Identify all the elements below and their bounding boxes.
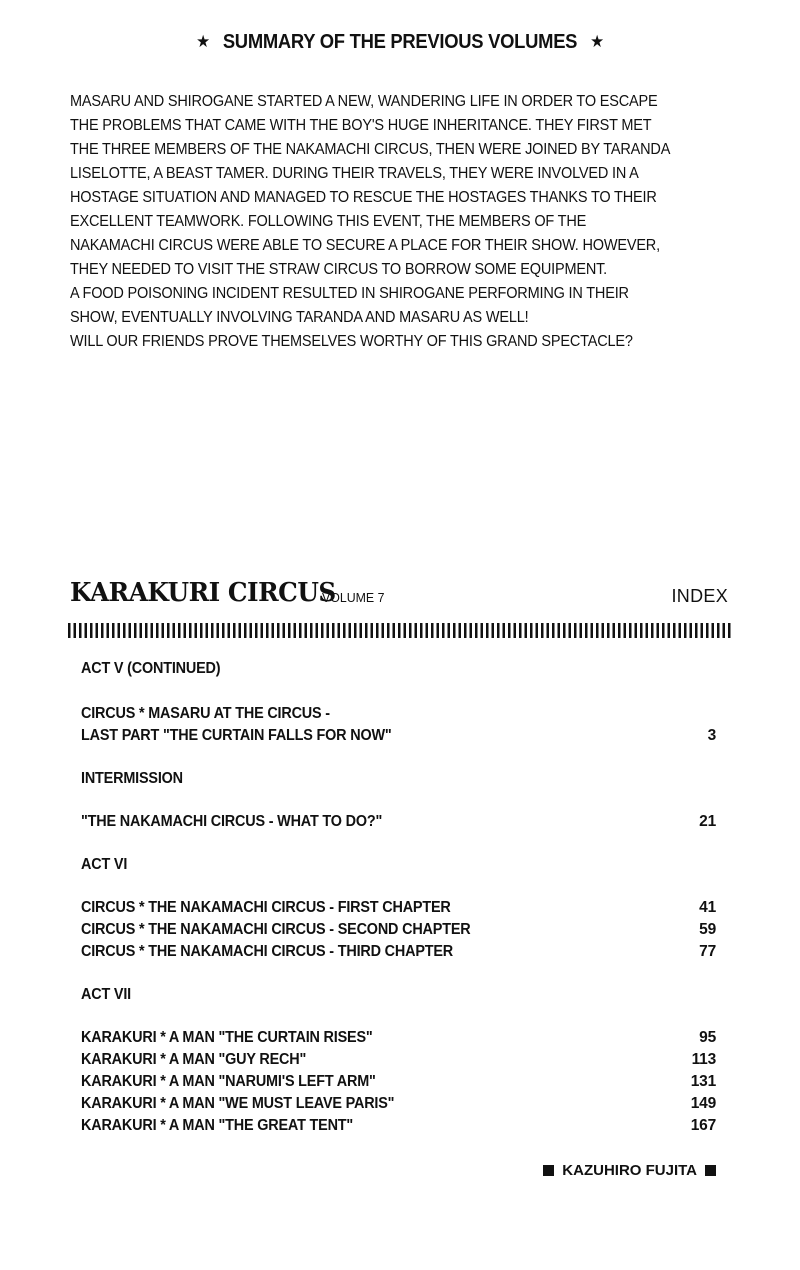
toc-entry: "THE NAKAMACHI CIRCUS - WHAT TO DO?" 21 (81, 813, 716, 830)
summary-line: THEY NEEDED TO VISIT THE STRAW CIRCUS TO BORROW SOME EQUIPMENT. (70, 261, 608, 278)
toc-entry: KARAKURI * A MAN "GUY RECH" 113 (81, 1051, 716, 1068)
summary-line: NAKAMACHI CIRCUS WERE ABLE TO SECURE A PLACE FOR THEIR SHOW. HOWEVER, (70, 237, 660, 254)
summary-line: SHOW, EVENTUALLY INVOLVING TARANDA AND MASARU AS WELL! (70, 309, 529, 326)
page-number: 3 (707, 727, 716, 744)
toc-entry: KARAKURI * A MAN "THE CURTAIN RISES" 95 (81, 1029, 716, 1046)
page-number: 167 (690, 1117, 716, 1134)
toc-entry: KARAKURI * A MAN "THE GREAT TENT" 167 (81, 1117, 716, 1134)
page-number: 59 (699, 921, 716, 938)
summary-line: MASARU AND SHIROGANE STARTED A NEW, WANDERING LIFE IN ORDER TO ESCAPE (70, 93, 658, 110)
author-credit (543, 1162, 716, 1179)
star-icon: ★ (590, 32, 604, 51)
toc-section-heading: ACT VI (81, 856, 128, 873)
summary-title: SUMMARY OF THE PREVIOUS VOLUMES (222, 31, 578, 53)
toc-entry: CIRCUS * THE NAKAMACHI CIRCUS - FIRST CHAPTER 41 (81, 899, 716, 916)
summary-line: THE PROBLEMS THAT CAME WITH THE BOY'S HUGE INHERITANCE. THEY FIRST MET (70, 117, 652, 134)
decorative-stripe-divider (68, 623, 732, 638)
toc-entry: CIRCUS * THE NAKAMACHI CIRCUS - SECOND CHAPTER 59 (81, 921, 716, 938)
toc-section-heading: ACT V (CONTINUED) (81, 660, 221, 677)
toc-entry: KARAKURI * A MAN "NARUMI'S LEFT ARM" 131 (81, 1073, 716, 1090)
toc-entry: LAST PART "THE CURTAIN FALLS FOR NOW" 3 (81, 727, 716, 744)
page-number: 41 (699, 899, 716, 916)
summary-line: THE THREE MEMBERS OF THE NAKAMACHI CIRCUS, THEN WERE JOINED BY TARANDA (70, 141, 671, 158)
author-name: KAZUHIRO FUJITA (562, 1162, 697, 1179)
summary-heading (32, 31, 768, 54)
index-label: INDEX (671, 586, 728, 606)
toc-section-heading: INTERMISSION (81, 770, 183, 787)
summary-text (70, 90, 750, 354)
star-icon: ★ (196, 32, 210, 51)
summary-line: EXCELLENT TEAMWORK. FOLLOWING THIS EVENT, THE MEMBERS OF THE (70, 213, 587, 230)
square-bullet-icon (543, 1165, 554, 1176)
square-bullet-icon (705, 1165, 716, 1176)
summary-line: WILL OUR FRIENDS PROVE THEMSELVES WORTHY OF THIS GRAND SPECTACLE? (70, 333, 633, 350)
page-number: 21 (699, 813, 716, 830)
summary-line: A FOOD POISONING INCIDENT RESULTED IN SHIROGANE PERFORMING IN THEIR (70, 285, 629, 302)
toc-section-heading: ACT VII (81, 986, 131, 1003)
toc-entry: CIRCUS * THE NAKAMACHI CIRCUS - THIRD CHAPTER 77 (81, 943, 716, 960)
page-number: 95 (699, 1029, 716, 1046)
page-number: 113 (691, 1051, 716, 1068)
page-number: 77 (699, 943, 716, 960)
summary-line: HOSTAGE SITUATION AND MANAGED TO RESCUE THE HOSTAGES THANKS TO THEIR (70, 189, 657, 206)
volume-label: VOLUME 7 (322, 590, 385, 605)
toc-entry: KARAKURI * A MAN "WE MUST LEAVE PARIS" 149 (81, 1095, 716, 1112)
series-title: KARAKURI CIRCUS (70, 578, 336, 608)
page-number: 149 (690, 1095, 716, 1112)
index-header (70, 578, 730, 612)
toc-entry: CIRCUS * MASARU AT THE CIRCUS - (81, 705, 330, 722)
summary-line: LISELOTTE, A BEAST TAMER. DURING THEIR TRAVELS, THEY WERE INVOLVED IN A (70, 165, 639, 182)
page-number: 131 (690, 1073, 716, 1090)
